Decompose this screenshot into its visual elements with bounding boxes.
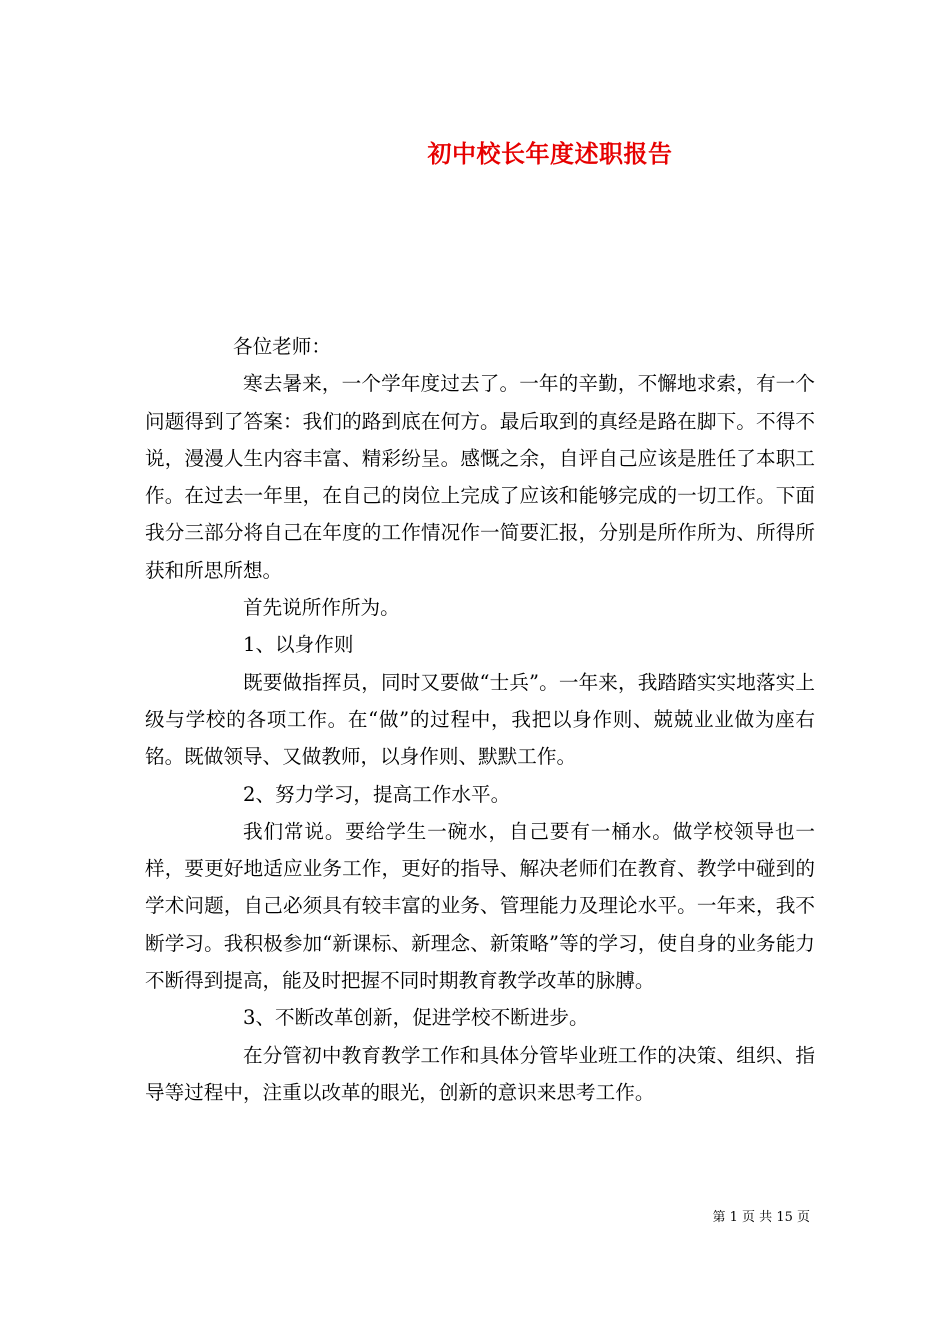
greeting: 各位老师： (233, 335, 331, 358)
section-heading: 首先说所作所为。 (243, 596, 400, 620)
document-body (145, 328, 815, 1111)
paragraph-3: 在分管初中教育教学工作和具体分管毕业班工作的决策、组织、指导等过程中，注重以改革的眼光，创新的意识来思考工作。 (145, 1043, 815, 1104)
subheading-1: 1、以身作则 (243, 633, 354, 657)
paragraph-2: 我们常说。要给学生一碗水，自己要有一桶水。做学校领导也一样，要更好地适应业务工作，更好的指导、解决老师们在教育、教学中碰到的学术问题，自己必须具有较丰富的业务、管理能力及理论水平。一年来，我不断学习。我积极参加“新课标、新理念、新策略”等的学习，使自身的业务能力不断得到提高，能及时把握不同时期教育教学改革的脉膊。 (145, 819, 815, 993)
document-title: 初中校长年度述职报告 (427, 139, 673, 168)
page-footer: 第 1 页 共 15 页 (712, 1210, 810, 1225)
paragraph-1: 既要做指挥员，同时又要做“士兵”。一年来，我踏踏实实地落实上级与学校的各项工作。在“做”的过程中，我把以身作则、兢兢业业做为座右铭。既做领导、又做教师，以身作则、默默工作。 (145, 670, 815, 769)
paragraph-intro: 寒去暑来，一个学年度过去了。一年的辛勤，不懈地求索，有一个问题得到了答案：我们的路到底在何方。最后取到的真经是路在脚下。不得不说，漫漫人生内容丰富、精彩纷呈。感慨之余，自评自己应该是胜任了本职工作。在过去一年里，在自己的岗位上完成了应该和能够完成的一切工作。下面我分三部分将自己在年度的工作情况作一简要汇报，分别是所作所为、所得所获和所思所想。 (145, 372, 815, 582)
subheading-3: 3、不断改革创新，促进学校不断进步。 (243, 1006, 589, 1030)
subheading-2: 2、努力学习，提高工作水平。 (243, 782, 511, 806)
